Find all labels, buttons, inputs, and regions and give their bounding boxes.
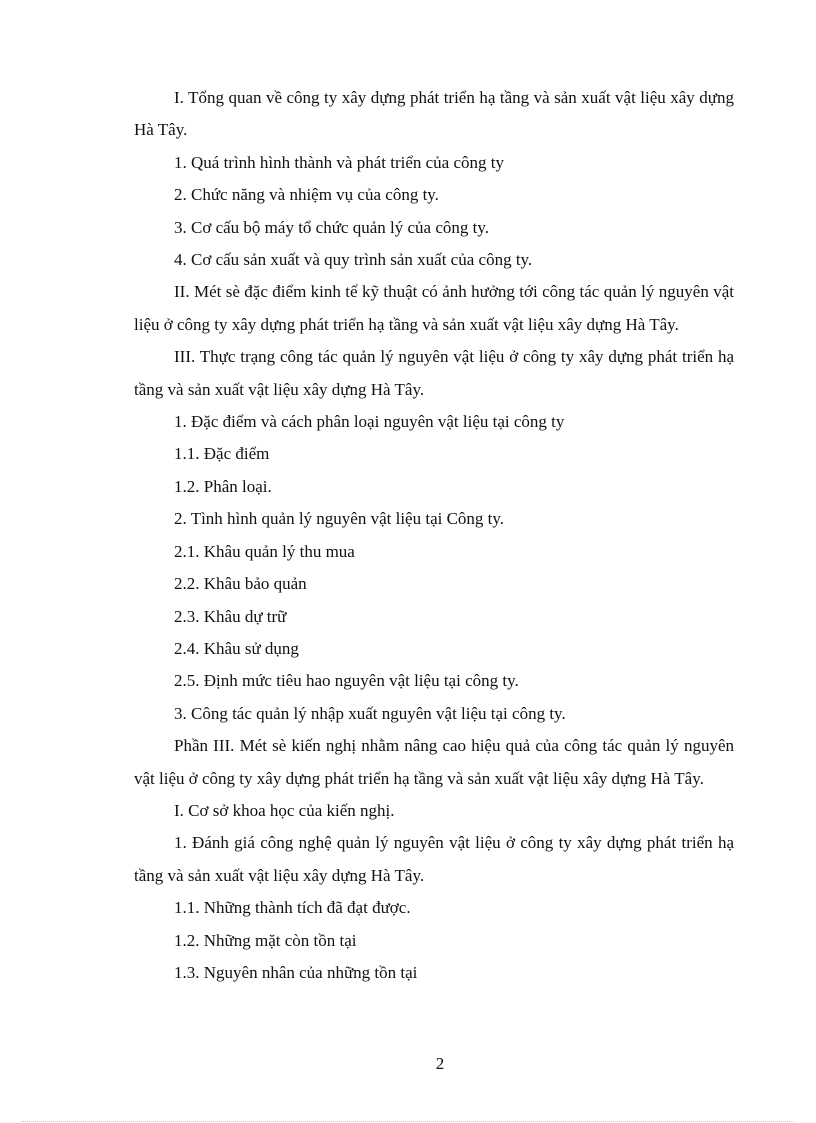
paragraph: I. Tổng quan về công ty xây dựng phát triển hạ tầng và sản xuất vật liệu xây dựng Hà Tây.	[134, 88, 734, 140]
paragraph: 2.5. Định mức tiêu hao nguyên vật liệu tại công ty.	[174, 671, 519, 691]
paragraph: I. Cơ sở khoa học của kiến nghị.	[174, 800, 395, 820]
paragraph: 4. Cơ cấu sản xuất và quy trình sản xuất của công ty.	[174, 250, 533, 270]
paragraph: 1. Đặc điểm và cách phân loại nguyên vật liệu tại công ty	[174, 412, 565, 432]
paragraph: 1.2. Phân loại.	[174, 476, 272, 496]
paragraph: 2.4. Khâu sử dụng	[174, 638, 299, 658]
paragraph: 1. Quá trình hình thành và phát triển của công ty	[174, 152, 504, 172]
paragraph: 1.2. Những mặt còn tồn tại	[174, 930, 357, 950]
paragraph: 1.1. Đặc điểm	[174, 444, 270, 464]
paragraph: 1.1. Những thành tích đã đạt được.	[174, 898, 411, 918]
paragraph: 2.2. Khâu bảo quản	[174, 574, 307, 594]
paragraph: 2. Chức năng và nhiệm vụ của công ty.	[174, 185, 439, 205]
paragraph: Phần III. Mét sè kiến nghị nhằm nâng cao hiệu quả của công tác quản lý nguyên vật liệu ở công ty xây dựng phát triển hạ tầng và sản xuất vật liệu xây dựng Hà Tây.	[134, 736, 734, 788]
page-bottom-divider	[22, 1121, 794, 1122]
paragraph: 2.1. Khâu quản lý thu mua	[174, 541, 355, 561]
paragraph: III. Thực trạng công tác quản lý nguyên vật liệu ở công ty xây dựng phát triển hạ tầng và sản xuất vật liệu xây dựng Hà Tây.	[134, 347, 734, 399]
paragraph: 2. Tình hình quản lý nguyên vật liệu tại Công ty.	[174, 509, 505, 529]
paragraph: 1. Đánh giá công nghệ quản lý nguyên vật liệu ở công ty xây dựng phát triển hạ tầng và sản xuất vật liệu xây dựng Hà Tây.	[134, 833, 734, 885]
paragraph: 2.3. Khâu dự trữ	[174, 606, 287, 626]
paragraph: 1.3. Nguyên nhân của những tồn tại	[174, 962, 418, 982]
page-number: 2	[435, 1054, 445, 1073]
document-body	[134, 82, 734, 989]
paragraph: II. Mét sè đặc điểm kinh tế kỹ thuật có ảnh hưởng tới công tác quản lý nguyên vật liệu ở công ty xây dựng phát triển hạ tầng và sản xuất vật liệu xây dựng Hà Tây.	[134, 282, 734, 334]
paragraph: 3. Cơ cấu bộ máy tổ chức quản lý của công ty.	[174, 217, 489, 237]
paragraph: 3. Công tác quản lý nhập xuất nguyên vật liệu tại công ty.	[174, 703, 566, 723]
